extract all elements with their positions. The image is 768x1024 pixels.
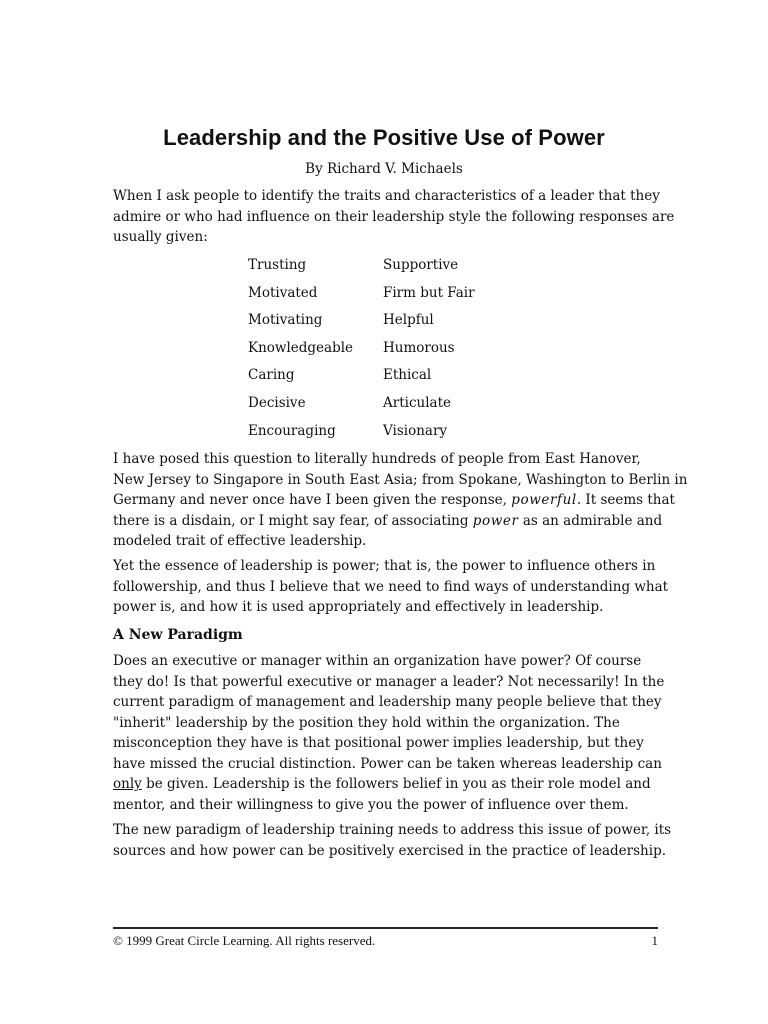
trait-item: Motivated: [248, 284, 318, 301]
emphasis-powerful: powerful: [511, 492, 577, 508]
text-run: as an admirable and: [518, 512, 663, 529]
paragraph-line: Does an executive or manager within an organization have power? Of course: [113, 653, 642, 669]
intro-paragraph: [113, 186, 675, 248]
text-run: there is a disdain, or I might say fear, of associating: [113, 512, 473, 529]
paragraph-line: I have posed this question to literally hundreds of people from East Hanover,: [113, 451, 641, 467]
trait-item: Trusting: [248, 257, 307, 273]
byline: By Richard V. Michaels: [305, 161, 463, 177]
paragraph-posed-question: [113, 449, 688, 552]
text-run: be given. Leadership is the followers belief in you as their role model and: [141, 776, 651, 792]
trait-row: [248, 420, 508, 448]
trait-item: Ethical: [383, 367, 432, 384]
trait-item: Motivating: [248, 312, 323, 329]
paragraph-line: "inherit" leadership by the position they hold within the organization. The: [113, 714, 620, 731]
paragraph-line: usually given:: [113, 229, 208, 245]
trait-row: [248, 337, 508, 365]
trait-item: Supportive: [383, 257, 459, 273]
footer-divider: [113, 927, 658, 929]
paragraph-line: [113, 490, 675, 511]
paragraph-line: misconception they have is that positional power implies leadership, but they: [113, 735, 644, 751]
paragraph-new-paradigm: [113, 651, 663, 815]
paragraph-line: modeled trait of effective leadership.: [113, 533, 367, 549]
trait-item: Articulate: [383, 394, 451, 411]
trait-row: [248, 309, 508, 337]
paragraph-line: [113, 511, 663, 532]
paragraph-line: current paradigm of management and leadership many people believe that they: [113, 694, 662, 710]
trait-row: [248, 364, 508, 392]
section-heading: A New Paradigm: [113, 627, 243, 643]
paragraph-line: mentor, and their willingness to give you the power of influence over them.: [113, 796, 629, 813]
underlined-only: only: [113, 776, 142, 792]
page-footer: [113, 932, 658, 950]
paragraph-line: followership, and thus I believe that we need to find ways of understanding what: [113, 578, 669, 595]
copyright-notice: © 1999 Great Circle Learning. All rights reserved.: [113, 933, 376, 948]
paragraph-line: [113, 774, 663, 795]
paragraph-line: sources and how power can be positively exercised in the practice of leadership.: [113, 842, 666, 859]
paragraph-essence: [113, 556, 669, 618]
paragraph-line: have missed the crucial distinction. Power can be taken whereas leadership can: [113, 755, 662, 772]
paragraph-line: Yet the essence of leadership is power; that is, the power to influence others in: [113, 558, 656, 574]
paragraph-line: When I ask people to identify the traits and characteristics of a leader that they: [113, 188, 660, 204]
paragraph-line: New Jersey to Singapore in South East Asia; from Spokane, Washington to Berlin in: [113, 471, 688, 488]
traits-list: [248, 254, 508, 447]
trait-row: [248, 392, 508, 420]
document-title: Leadership and the Positive Use of Power: [163, 125, 605, 150]
emphasis-power: power: [472, 512, 519, 529]
paragraph-line: power is, and how it is used appropriately and effectively in leadership.: [113, 599, 604, 615]
page-number: 1: [651, 933, 658, 948]
trait-item: Humorous: [383, 339, 455, 356]
paragraph-line: admire or who had influence on their leadership style the following responses are: [113, 208, 675, 225]
trait-item: Decisive: [248, 394, 306, 411]
text-run: . It seems that: [576, 492, 675, 508]
paragraph-line: The new paradigm of leadership training needs to address this issue of power, its: [113, 822, 672, 838]
trait-item: Firm but Fair: [383, 284, 475, 301]
trait-item: Caring: [248, 367, 295, 384]
trait-row: [248, 282, 508, 310]
trait-item: Helpful: [383, 312, 434, 329]
trait-item: Visionary: [383, 422, 448, 439]
trait-row: [248, 254, 508, 282]
paragraph-line: they do! Is that powerful executive or manager a leader? Not necessarily! In the: [113, 673, 665, 690]
text-run: Germany and never once have I been given the response,: [113, 492, 512, 508]
trait-item: Encouraging: [248, 422, 336, 439]
paragraph-training: [113, 820, 672, 861]
trait-item: Knowledgeable: [248, 339, 354, 356]
